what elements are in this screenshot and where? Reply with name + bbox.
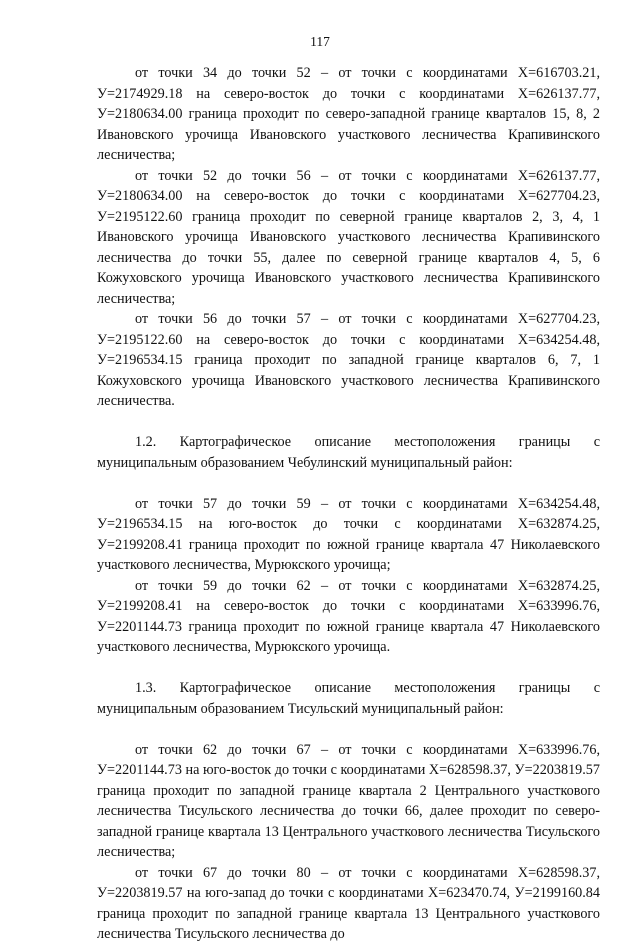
paragraph-points-62-67: от точки 62 до точки 67 – от точки с координатами Х=633996.76, У=2201144.73 на юго-восток до точки с координатами Х=628598.37, У=2203819.57 граница проходит по западной границе квартала 2 Центрального участкового лесничества Тисульского лесничества до точки 66, далее проходит по северо-западной границе квартала 13 Центрального участкового лесничества Тисульского лесничества;: [97, 741, 600, 860]
paragraph-points-67-80: от точки 67 до точки 80 – от точки с координатами Х=628598.37, У=2203819.57 на юго-запад до точки с координатами Х=623470.74, У=2199160.84 граница проходит по западной границе квартала 13 Центрального участкового лесничества Тисульского лесничества до: [97, 864, 600, 942]
section-spacer: [97, 658, 600, 679]
document-body: [97, 63, 600, 945]
section-heading-1-2: 1.2. Картографическое описание местоположения границы с муниципальным образованием Чебулинский муниципальный район:: [97, 434, 600, 471]
section-heading-1-3: 1.3. Картографическое описание местоположения границы с муниципальным образованием Тисульский муниципальный район:: [97, 680, 600, 717]
paragraph-points-56-57: от точки 56 до точки 57 – от точки с координатами Х=627704.23, У=2195122.60 на северо-восток до точки с координатами Х=634254.48, У=2196534.15 граница проходит по западной границе кварталов 6, 7, 1 Кожуховского урочища Ивановского участкового лесничества Крапивинского лесничества.: [97, 311, 600, 409]
page-number: 117: [310, 34, 330, 49]
section-spacer: [97, 473, 600, 494]
section-spacer: [97, 412, 600, 433]
paragraph-points-34-52: от точки 34 до точки 52 – от точки с координатами Х=616703.21, У=2174929.18 на северо-восток до точки с координатами Х=626137.77, У=2180634.00 граница проходит по северо-западной границе кварталов 15, 8, 2 Ивановского урочища Ивановского участкового лесничества Крапивинского лесничества;: [97, 65, 600, 163]
paragraph-points-59-62: от точки 59 до точки 62 – от точки с координатами Х=632874.25, У=2199208.41 на северо-восток до точки с координатами Х=633996.76, У=2201144.73 граница проходит по южной границе квартала 47 Николаевского участкового лесничества, Мурюкского урочища.: [97, 577, 600, 655]
paragraph-points-57-59: от точки 57 до точки 59 – от точки с координатами Х=634254.48, У=2196534.15 на юго-восток до точки с координатами Х=632874.25, У=2199208.41 граница проходит по южной границе квартала 47 Николаевского участкового лесничества, Мурюкского урочища;: [97, 495, 600, 573]
paragraph-points-52-56: от точки 52 до точки 56 – от точки с координатами Х=626137.77, У=2180634.00 на северо-восток до точки с координатами Х=627704.23, У=2195122.60 граница проходит по северной границе кварталов 2, 3, 4, 1 Ивановского урочища Ивановского участкового лесничества Крапивинского лесничества до точки 55, далее по северной границе кварталов 4, 5, 6 Кожуховского урочища Ивановского участкового лесничества Крапивинского лесничества;: [97, 167, 600, 307]
section-spacer: [97, 719, 600, 740]
